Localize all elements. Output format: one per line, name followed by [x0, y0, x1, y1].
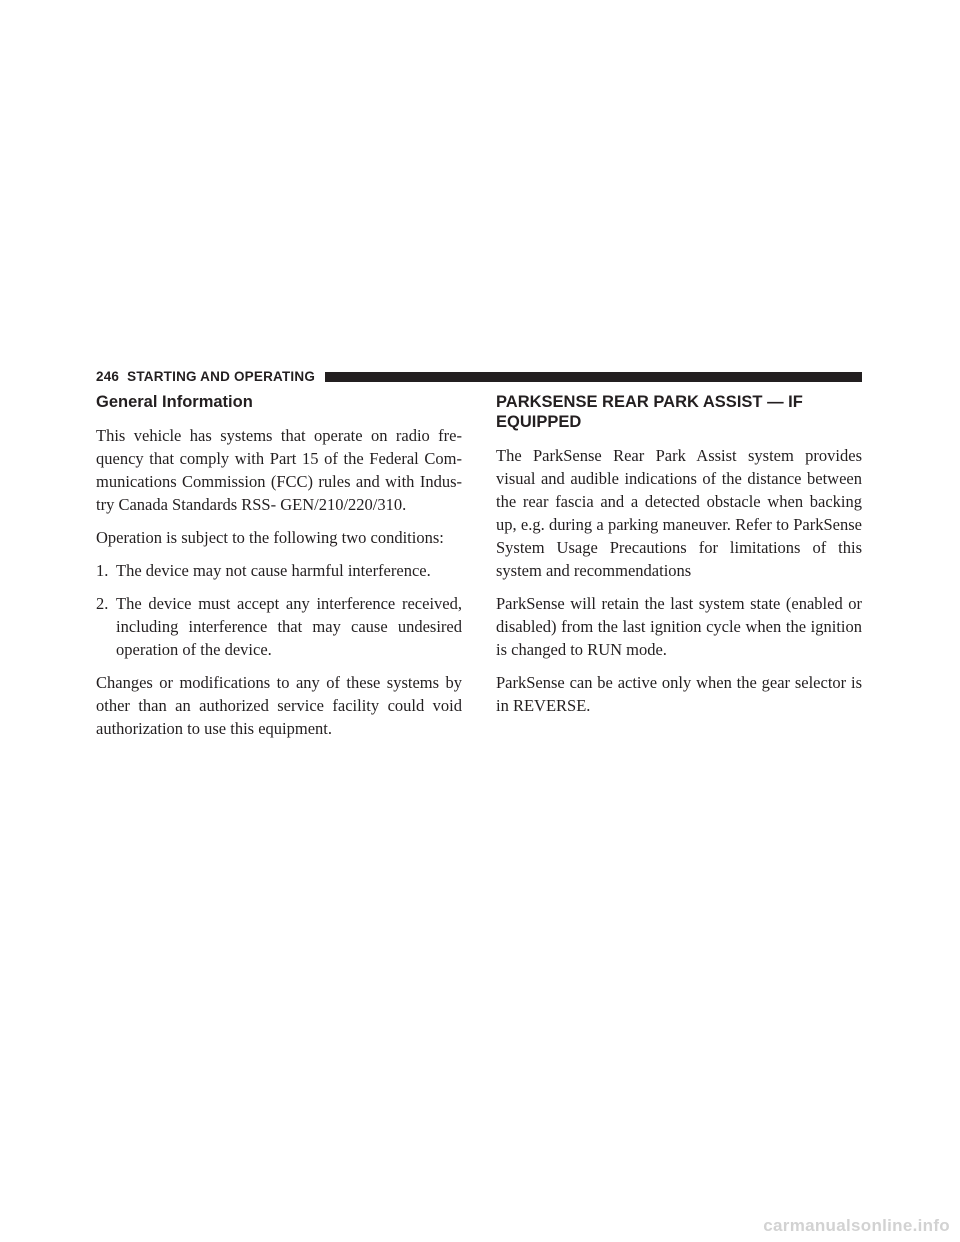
site-watermark: carmanualsonline.info — [763, 1216, 950, 1235]
list-item-text: The device may not cause harmful interference. — [116, 561, 431, 580]
parksense-reverse-paragraph: ParkSense can be active only when the gear selector is in REVERSE. — [496, 673, 862, 715]
left-column — [96, 392, 462, 750]
list-item — [96, 592, 462, 661]
modifications-paragraph: Changes or modifications to any of these systems by other than an authorized service facility could void authorization to use this equipment. — [96, 673, 462, 738]
right-column — [496, 392, 862, 727]
header-rule — [325, 372, 862, 382]
parksense-state-paragraph: ParkSense will retain the last system state (enabled or disabled) from the last ignition cycle when the ignition is changed to RUN mode. — [496, 594, 862, 659]
parksense-description-paragraph: The ParkSense Rear Park Assist system provides visual and audible indications of the distance between the rear fascia and a detected obstacle when backing up, e.g. during a parking maneuver. Refer to ParkSense System Usage Precautions for limitations of this system and recommendations — [496, 446, 862, 580]
page-header — [96, 369, 862, 385]
list-item — [96, 559, 462, 582]
list-item-number: 1. — [96, 561, 109, 580]
general-information-heading: General Information — [96, 393, 253, 411]
section-title: STARTING AND OPERATING — [127, 369, 316, 384]
radio-frequency-paragraph: This vehicle has systems that operate on radio fre-quency that comply with Part 15 of the Federal Com-munications Commission (FCC) rules and with Indus-try Canada Standards RSS- GEN/210/220/310. — [96, 426, 462, 514]
list-item-number: 2. — [96, 594, 109, 613]
list-item-text: The device must accept any interference received, including interference that may cause undesired operation of the device. — [116, 594, 462, 659]
page-number: 246 — [96, 369, 120, 384]
parksense-heading: PARKSENSE REAR PARK ASSIST — IF EQUIPPED — [496, 393, 803, 431]
conditions-intro-paragraph: Operation is subject to the following two conditions: — [96, 528, 444, 547]
